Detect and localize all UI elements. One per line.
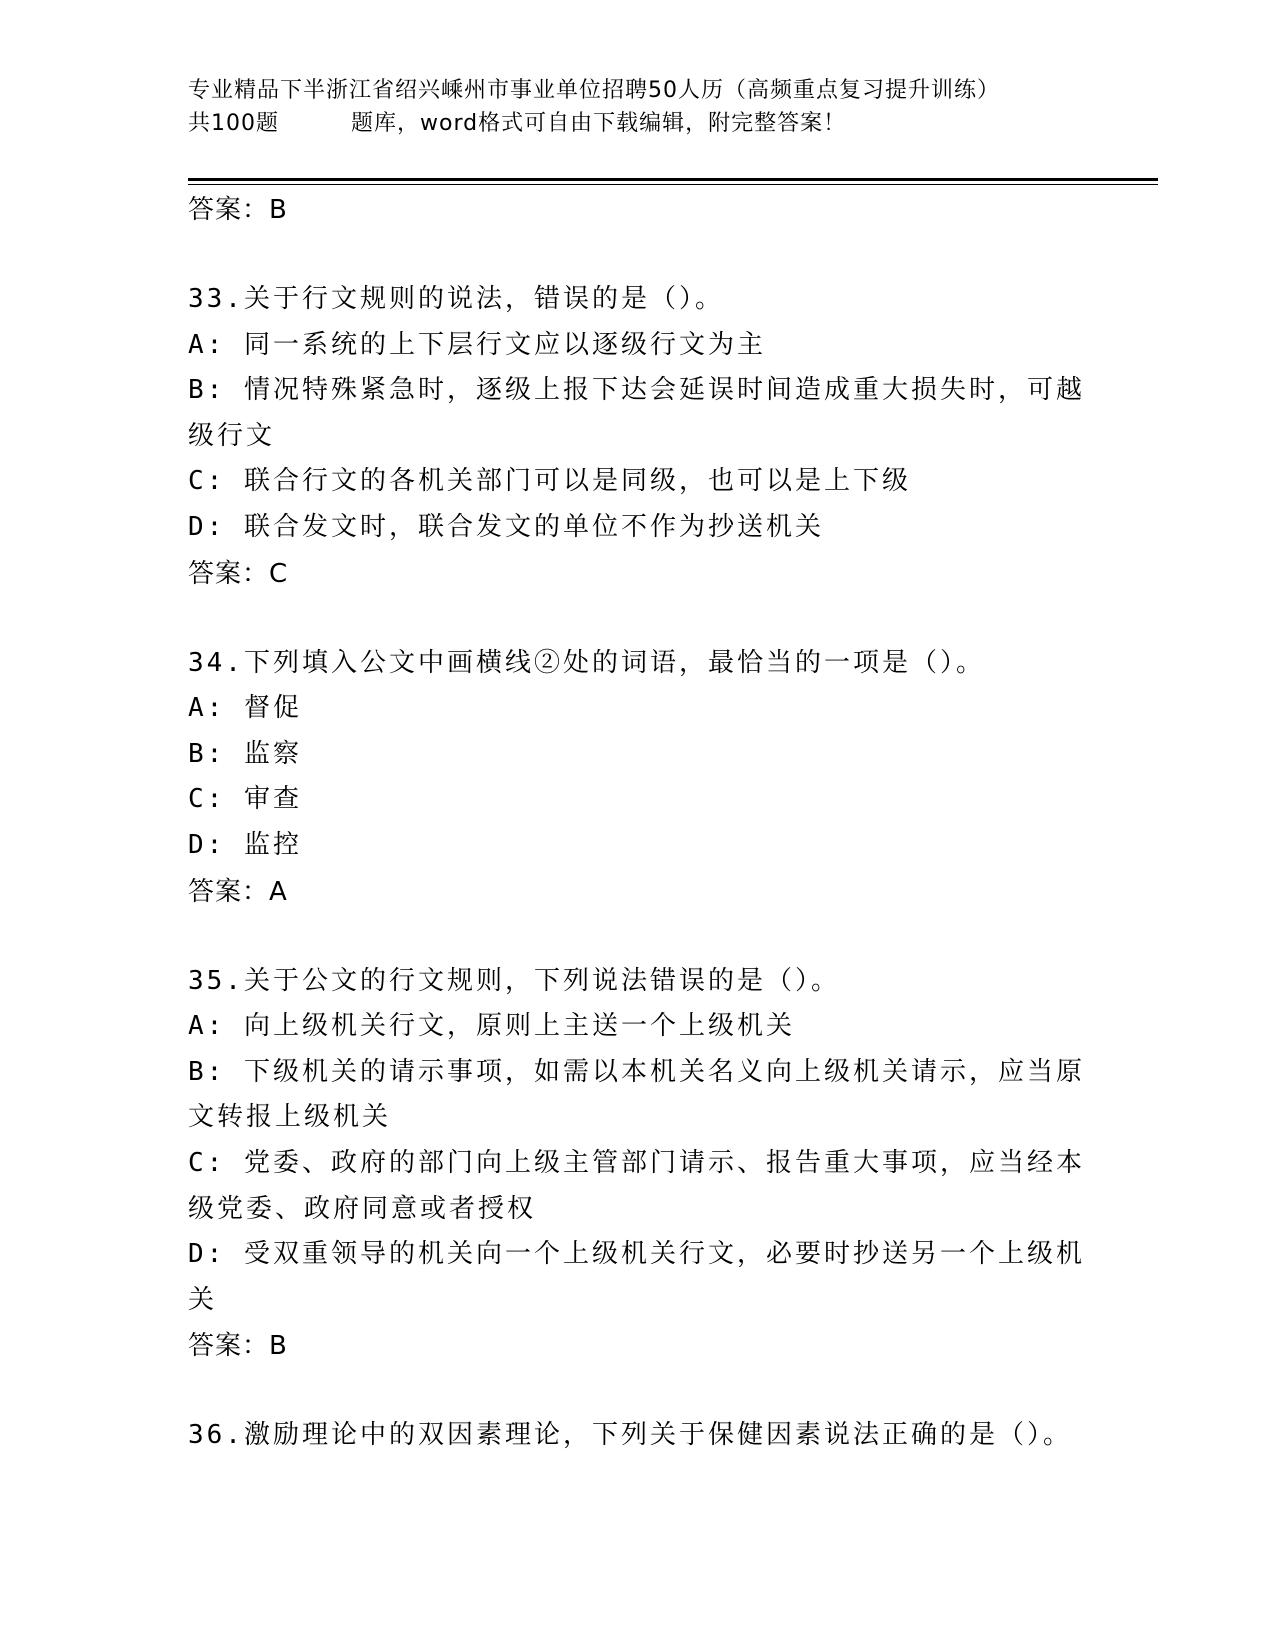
option-d: D: 联合发文时，联合发文的单位不作为抄送机关 <box>188 511 824 542</box>
option-b: B: 下级机关的请示事项，如需以本机关名义向上级机关请示，应当原文转报上级机关 <box>188 1056 1085 1133</box>
header-question-count: 共100题 <box>188 111 279 136</box>
header-divider-thin <box>188 184 1158 185</box>
option-c: C: 党委、政府的部门向上级主管部门请示、报告重大事项，应当经本级党委、政府同意或者授权 <box>188 1147 1085 1224</box>
question-36 <box>188 1413 1088 1459</box>
answer: 答案：B <box>188 1331 288 1362</box>
option-c: C: 联合行文的各机关部门可以是同级，也可以是上下级 <box>188 466 911 497</box>
answer: 答案：A <box>188 876 288 907</box>
option-a: A: 督促 <box>188 693 302 724</box>
header-divider-thick <box>188 178 1158 181</box>
question-33 <box>188 277 1088 597</box>
question-title: 33.关于行文规则的说法，错误的是（）。 <box>188 284 724 314</box>
previous-answer: 答案：B <box>188 195 288 225</box>
header-subtitle-line <box>188 107 1088 140</box>
header-title-line: 专业精品下半浙江省绍兴嵊州市事业单位招聘50人历（高频重点复习提升训练） <box>188 78 1000 103</box>
option-d: D: 监控 <box>188 829 302 860</box>
question-35 <box>188 959 1088 1370</box>
document-header <box>188 74 1088 140</box>
question-title: 35.关于公文的行文规则，下列说法错误的是（）。 <box>188 965 840 996</box>
option-b: B: 情况特殊紧急时，逐级上报下达会延误时间造成重大损失时，可越级行文 <box>188 375 1085 451</box>
option-b: B: 监察 <box>188 738 302 769</box>
question-34 <box>188 641 1088 915</box>
question-title: 36.激励理论中的双因素理论，下列关于保健因素说法正确的是（）。 <box>188 1420 1072 1451</box>
answer: 答案：C <box>188 558 289 589</box>
option-d: D: 受双重领导的机关向一个上级机关行文，必要时抄送另一个上级机关 <box>188 1239 1085 1315</box>
option-c: C: 审查 <box>188 784 302 815</box>
question-list <box>188 187 1088 1459</box>
option-a: A: 向上级机关行文，原则上主送一个上级机关 <box>188 1011 795 1042</box>
option-a: A: 同一系统的上下层行文应以逐级行文为主 <box>188 329 766 360</box>
header-description: 题库，word格式可自由下载编辑，附完整答案！ <box>351 111 847 136</box>
question-title: 34.下列填入公文中画横线②处的词语，最恰当的一项是（）。 <box>188 647 985 678</box>
